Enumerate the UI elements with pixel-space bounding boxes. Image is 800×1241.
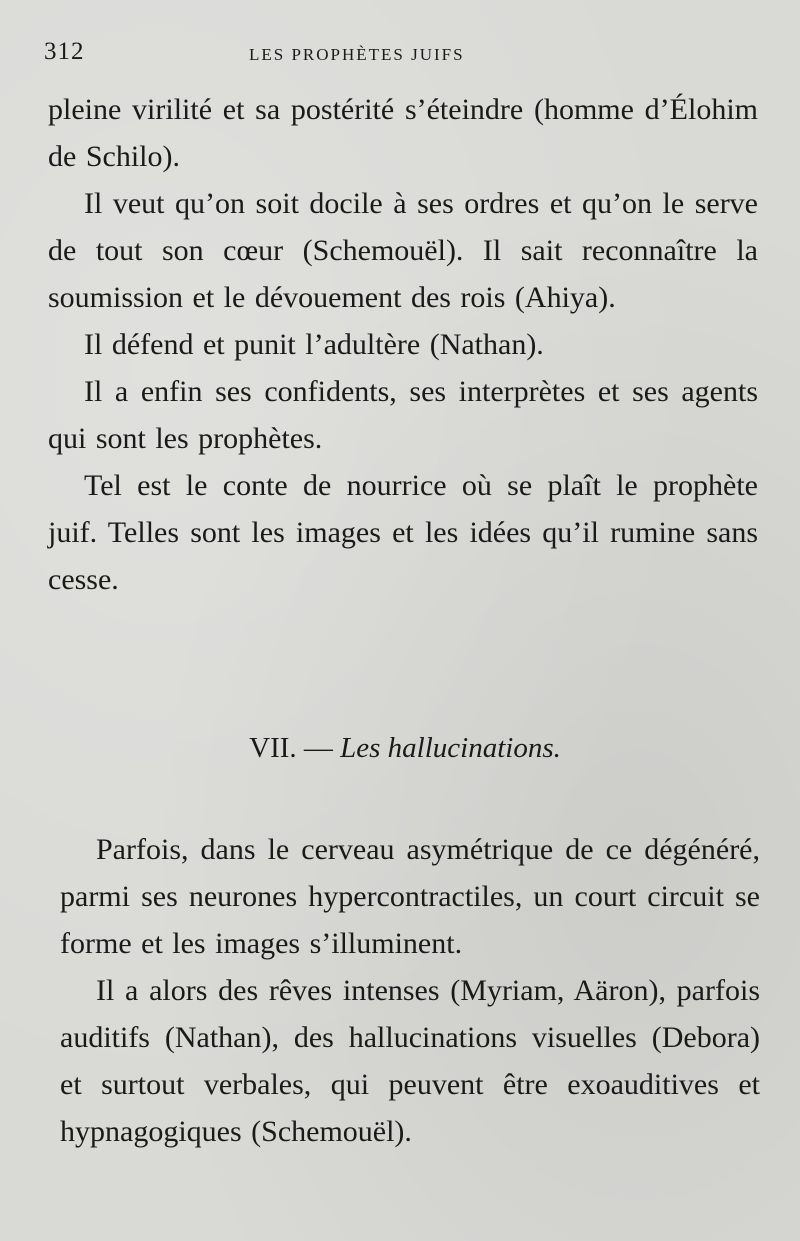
page-number: 312	[44, 38, 85, 65]
paragraph: Il a enfin ses confidents, ses interprètes et ses agents qui sont les prophètes.	[48, 375, 758, 455]
running-title: LES PROPHÈTES JUIFS	[249, 45, 465, 64]
section-number: VII. —	[249, 732, 341, 764]
paragraph: Il a alors des rêves intenses (Myriam, Aäron), parfois auditifs (Nathan), des hallucinations visuelles (Debora) et surtout verbales, qui peuvent être exoauditives et hypnagogiques (Schemouël).	[60, 974, 760, 1148]
paragraph: Il défend et punit l’adultère (Nathan).	[84, 328, 544, 361]
paragraph: Il veut qu’on soit docile à ses ordres et qu’on le serve de tout son cœur (Schemouël). Il sait reconnaître la soumission et le dévouement des rois (Ahiya).	[48, 187, 758, 314]
paragraph: Parfois, dans le cerveau asymétrique de ce dégénéré, parmi ses neurones hypercontractiles, un court circuit se forme et les images s’illuminent.	[60, 833, 760, 960]
running-head	[44, 38, 756, 78]
section-title: Les hallucinations.	[340, 732, 561, 764]
section-heading	[0, 732, 800, 765]
body-text-bottom	[60, 826, 760, 1155]
paragraph: pleine virilité et sa postérité s’éteindre (homme d’Élohim de Schilo).	[48, 93, 758, 173]
body-text-top	[48, 86, 758, 603]
paragraph: Tel est le conte de nourrice où se plaît le prophète juif. Telles sont les images et les idées qu’il rumine sans cesse.	[48, 469, 758, 596]
